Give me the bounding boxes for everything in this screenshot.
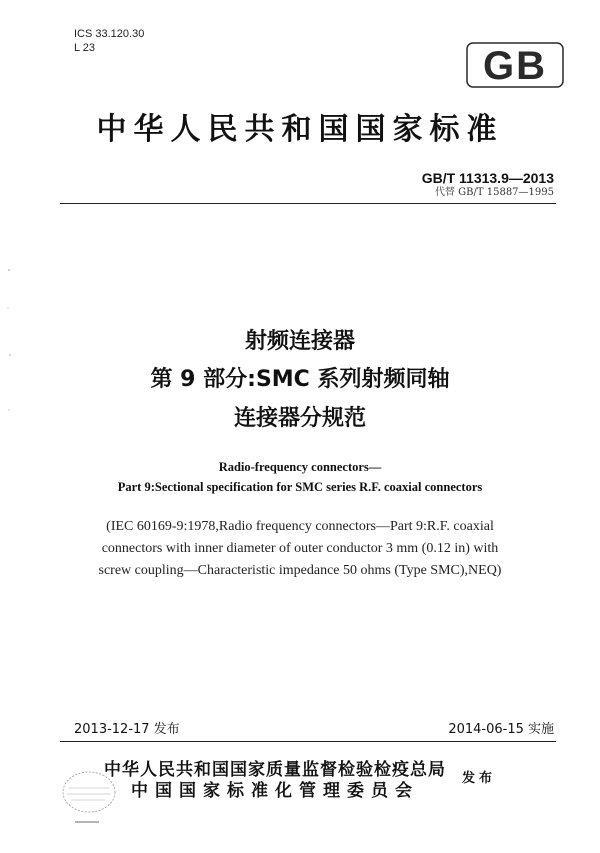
ccs-code: L 23 [74, 42, 96, 54]
ics-code: ICS 33.120.30 [74, 28, 145, 40]
title-en-line-2: Part 9:Sectional specification for SMC series R.F. coaxial connectors [117, 480, 483, 494]
classification-codes [74, 27, 144, 55]
iec-reference-line-2: connectors with inner diameter of outer conductor 3 mm (0.12 in) with [101, 541, 499, 556]
title-cn-line-1: 射频连接器 [244, 329, 355, 354]
scan-specks [6, 260, 12, 460]
title-en-line-1: Radio-frequency connectors— [218, 460, 382, 474]
top-divider [60, 203, 556, 204]
iec-reference-line-1: (IEC 60169-9:1978,Radio frequency connectors—Part 9:R.F. coaxial [106, 519, 494, 534]
issue-date: 2013-12-17 发布 [74, 722, 180, 737]
gb-logo [466, 42, 564, 88]
gb-logo-text: GB [483, 44, 547, 88]
issuer-line-1: 中华人民共和国国家质量监督检验检疫总局 [104, 760, 446, 780]
iec-reference-line-3: screw coupling—Characteristic impedance 50 ohms (Type SMC),NEQ) [98, 563, 502, 578]
standard-number: GB/T 11313.9—2013 [421, 170, 554, 186]
replaces-standard: 代替 GB/T 15887—1995 [435, 187, 554, 198]
issuer-line-2: 中国国家标准化管理委员会 [131, 781, 419, 801]
publish-label: 发布 [462, 771, 497, 786]
watermark-stamp [55, 762, 121, 834]
title-cn-line-2: 第 9 部分:SMC 系列射频同轴 [150, 367, 450, 392]
standard-title: 中华人民共和国国家标准 [96, 112, 504, 147]
bottom-divider [60, 741, 556, 742]
title-cn-line-3: 连接器分规范 [233, 406, 366, 431]
implementation-date: 2014-06-15 实施 [448, 722, 554, 737]
